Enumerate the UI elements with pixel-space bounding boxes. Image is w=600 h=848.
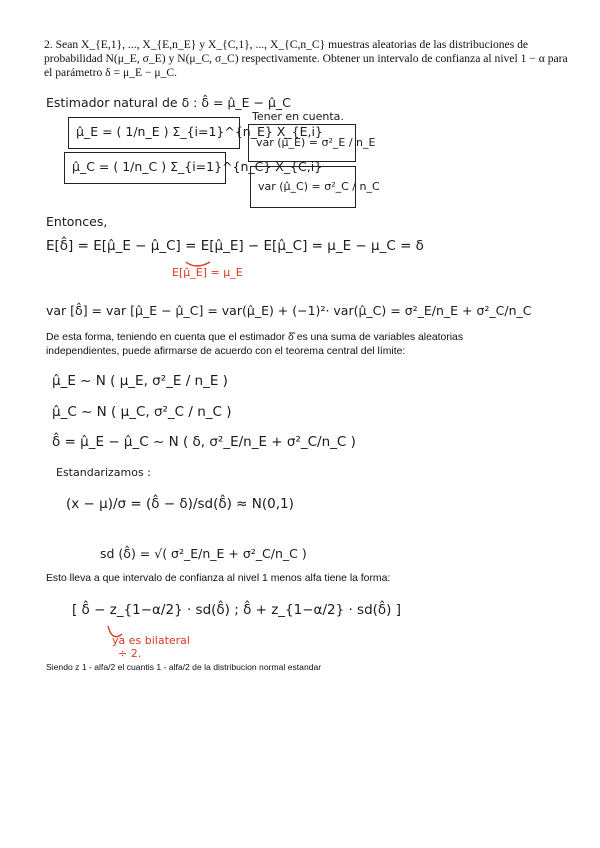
footnote: Siendo z 1 - alfa/2 el cuantis 1 - alfa/2 de la distribucion normal estandar — [46, 662, 322, 672]
estimator-title-text: Estimador natural de δ : — [46, 95, 198, 110]
interval-formula: [ δ̂ − z_{1−α/2} · sd(δ̂) ; δ̂ + z_{1−α/2} · sd(δ̂) ] — [72, 602, 401, 618]
paragraph-clt: De esta forma, teniendo en cuenta que el estimador δ̂ es una suma de variables aleatorias independientes, puede afirmarse de acuerdo con el teorema central del límite: — [46, 332, 464, 357]
problem-text: Sean X_{E,1}, ..., X_{E,n_E} y X_{C,1}, ..., X_{C,n_C} muestras aleatorias de las distribuciones de probabilidad N(μ_E, σ_E) y N(μ_C, σ_C) respectivamente. Obtener un intervalo de confianza al nivel 1 − α para el parámetro δ = μ_E − μ_C. — [44, 38, 568, 79]
note-title: Tener en cuenta. — [252, 110, 344, 123]
interval-red-note-2: ÷ 2. — [118, 647, 142, 660]
sd-formula: sd (δ̂) = √( σ²_E/n_E + σ²_C/n_C ) — [100, 546, 307, 561]
expectation-formula: E[δ̂] = E[μ̂_E − μ̂_C] = E[μ̂_E] − E[μ̂_C] = μ_E − μ_C = δ — [46, 238, 424, 254]
var-c-formula: var (μ̂_C) = σ²_C / n_C — [258, 180, 380, 193]
distribution-delta: δ̂ = μ̂_E − μ̂_C ~ N ( δ, σ²_E/n_E + σ²_C/n_C ) — [52, 434, 356, 450]
standardize-formula: (x − μ)/σ = (δ̂ − δ)/sd(δ̂) ≈ N(0,1) — [66, 496, 294, 512]
problem-number: 2. — [44, 38, 53, 51]
red-arrow-interval — [108, 626, 122, 637]
estimator-definition: δ̂ = μ̂_E − μ̂_C — [201, 95, 291, 110]
var-e-formula: var (μ̂_E) = σ²_E / n_E — [256, 136, 376, 149]
distribution-mu-c: μ̂_C ~ N ( μ_C, σ²_C / n_C ) — [52, 404, 232, 420]
variance-formula: var [δ̂] = var [μ̂_E − μ̂_C] = var(μ̂_E) + (−1)²· var(μ̂_C) = σ²_E/n_E + σ²_C/n_C — [46, 303, 532, 318]
expectation-red-note: E[μ̂_E] = μ_E — [172, 266, 243, 279]
paragraph-interval: Esto lleva a que intervalo de confianza al nivel 1 menos alfa tiene la forma: — [46, 573, 391, 584]
mu-e-formula: μ̂_E = ( 1/n_E ) Σ_{i=1}^{n_E} X_{E,i} — [76, 124, 323, 139]
interval-red-note-1: ya es bilateral — [112, 634, 190, 647]
then-label: Entonces, — [46, 214, 108, 229]
standardize-label: Estandarizamos : — [56, 466, 151, 479]
distribution-mu-e: μ̂_E ~ N ( μ_E, σ²_E / n_E ) — [52, 373, 228, 389]
mu-c-formula: μ̂_C = ( 1/n_C ) Σ_{i=1}^{n_C} X_{C,i} — [72, 159, 323, 174]
red-underline-expectation — [186, 262, 210, 266]
